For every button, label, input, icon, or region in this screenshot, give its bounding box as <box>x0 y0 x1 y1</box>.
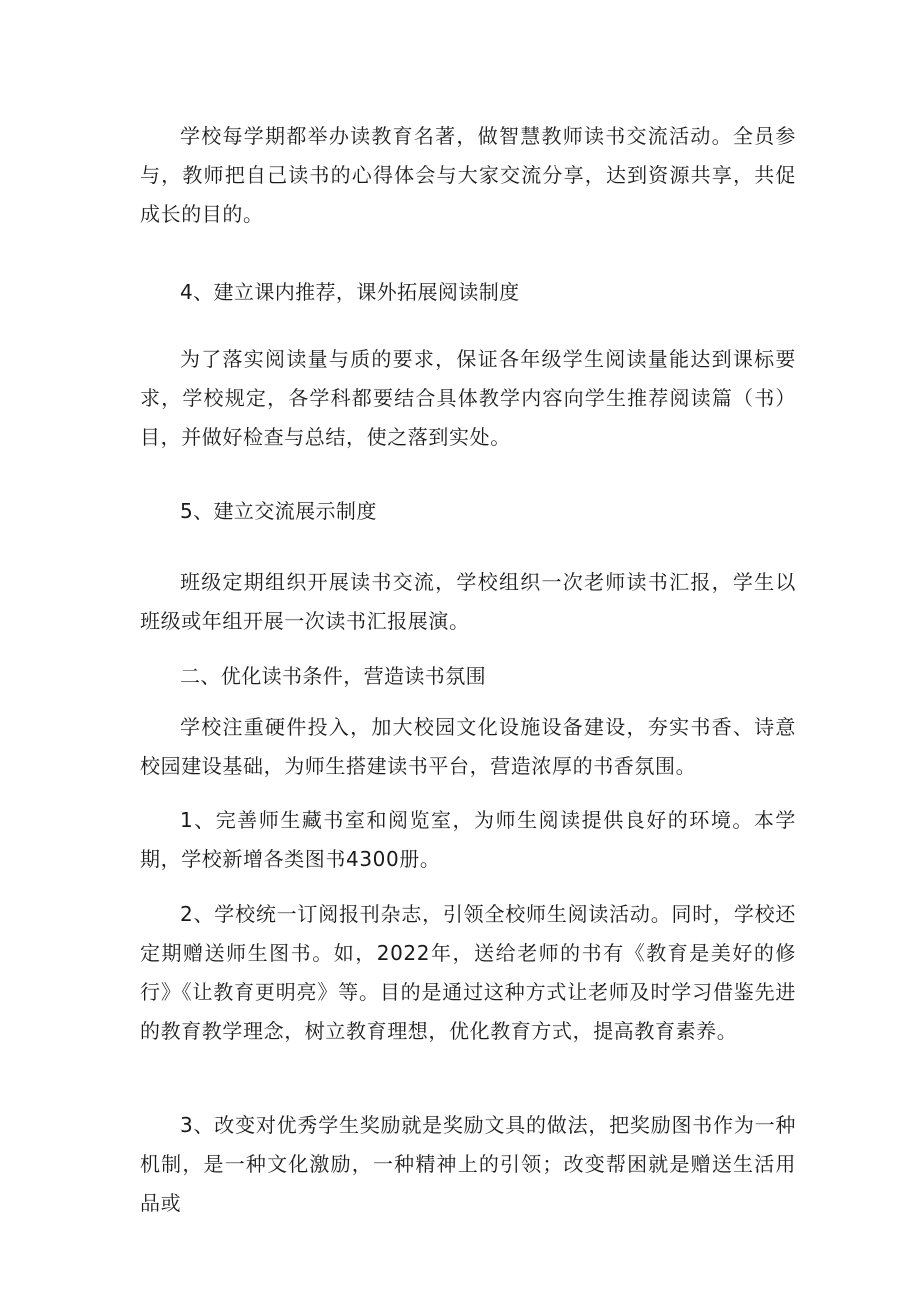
paragraph-library-improvement: 1、完善师生藏书室和阅览室，为师生阅读提供良好的环境。本学期，学校新增各类图书4300册。 <box>140 808 796 871</box>
heading-optimize-reading-conditions: 二、优化读书条件，营造读书氛围 <box>180 664 486 688</box>
paragraph-teacher-reading-exchange: 学校每学期都举办读教育名著，做智慧教师读书交流活动。全员参与，教师把自己读书的心得体会与大家交流分享，达到资源共享，共促成长的目的。 <box>140 124 796 226</box>
heading-exchange-display-system: 5、建立交流展示制度 <box>180 499 377 523</box>
paragraph-class-reading-exchange: 班级定期组织开展读书交流，学校组织一次老师读书汇报，学生以班级或年组开展一次读书汇报展演。 <box>140 570 796 633</box>
paragraph-subscriptions-and-gifts: 2、学校统一订阅报刊杂志，引领全校师生阅读活动。同时，学校还定期赠送师生图书。如，2022年，送给老师的书有《教育是美好的修行》《让教育更明亮》等。目的是通过这种方式让老师及时学习借鉴先进的教育教学理念，树立教育理想，优化教育方式，提高教育素养。 <box>140 902 796 1043</box>
paragraph-hardware-investment: 学校注重硬件投入，加大校园文化设施设备建设，夯实书香、诗意校园建设基础，为师生搭建读书平台，营造浓厚的书香氛围。 <box>140 715 796 778</box>
paragraph-reading-quantity-requirements: 为了落实阅读量与质的要求，保证各年级学生阅读量能达到课标要求，学校规定，各学科都要结合具体教学内容向学生推荐阅读篇（书）目，并做好检查与总结，使之落到实处。 <box>140 347 796 449</box>
paragraph-book-rewards: 3、改变对优秀学生奖励就是奖励文具的做法，把奖励图书作为一种机制，是一种文化激励，一种精神上的引领；改变帮困就是赠送生活用品或 <box>140 1113 796 1215</box>
heading-reading-recommendation-system: 4、建立课内推荐，课外拓展阅读制度 <box>180 280 520 304</box>
